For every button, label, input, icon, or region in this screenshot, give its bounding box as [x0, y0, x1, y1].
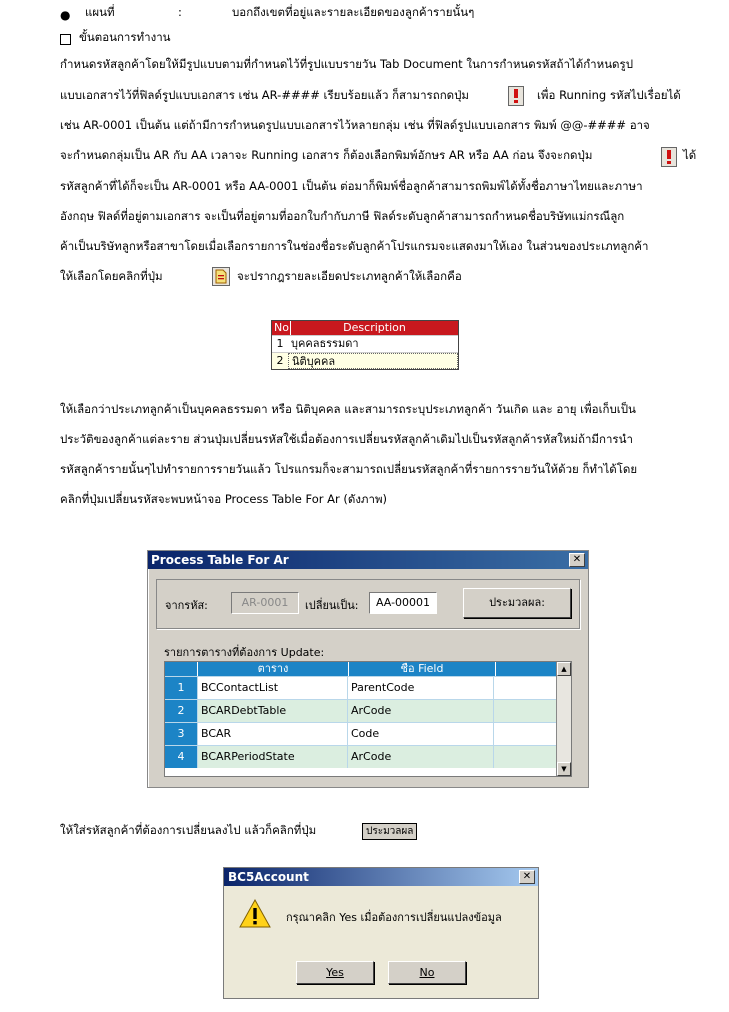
code-group-box [156, 579, 580, 629]
close-icon[interactable]: ✕ [569, 553, 585, 567]
document-button-icon [212, 267, 230, 286]
row-table-name: BCARPeriodState [197, 746, 347, 768]
instruction-text: ให้ใส่รหัสลูกค้าที่ต้องการเปลี่ยนลงไป แล้วก็คลิกที่ปุ่ม [60, 823, 317, 837]
bullet-text: บอกถึงเขตที่อยู่และรายละเอียดของลูกค้ารายนั้นๆ [232, 5, 475, 19]
para1-line4b: ได้ [683, 148, 697, 162]
no-button[interactable]: No [388, 961, 466, 984]
bullet-colon: : [178, 5, 182, 19]
row-field-name: ArCode [347, 746, 493, 768]
para1-line7: ค้าเป็นบริษัทลูกหรือสาขาโดยเมื่อเลือกรายการในช่องชื่อระดับลูกค้าโปรแกรมจะแสดงมาให้เอง ในส่วนของประเภทลูกค้า [60, 239, 649, 253]
confirm-message-box [223, 867, 539, 999]
row-table-name: BCContactList [197, 677, 347, 699]
customer-type-table [271, 320, 459, 370]
row-number: 2 [165, 700, 197, 722]
para1-line6: อังกฤษ ฟิลด์ที่อยู่ตามเอกสาร จะเป็นที่อยู่ตามที่ออกใบกำกับภาษี ฟิลด์ระดับลูกค้าสามารถกำหนดชื่อบริษัทแม่กรณีลูก [60, 209, 625, 223]
row-no: 2 [276, 354, 284, 367]
to-code-label: เปลี่ยนเป็น: [305, 599, 359, 612]
update-list-label: รายการตารางที่ต้องการ Update: [164, 646, 325, 659]
from-code-field: AR-0001 [231, 592, 299, 614]
warning-icon [238, 898, 272, 930]
customer-type-row[interactable] [272, 335, 458, 352]
para1-line8b: จะปรากฎรายละเอียดประเภทลูกค้าให้เลือกคือ [237, 269, 462, 283]
running-button-icon [661, 147, 677, 167]
message-title-bar [224, 868, 538, 886]
customer-type-header [272, 321, 458, 335]
table-row[interactable] [165, 699, 571, 722]
para1-line2a: แบบเอกสารไว้ที่ฟิลด์รูปแบบเอกสาร เช่น AR-#### เรียบร้อยแล้ว ก็สามารถกดปุ่ม [60, 88, 470, 102]
para1-line1: กำหนดรหัสลูกค้าโดยให้มีรูปแบบตามที่กำหนดไว้ที่รูปแบบรายวัน Tab Document ในการกำหนดรหัสถ้าได้กำหนดรูป [60, 57, 634, 71]
process-button-inline: ประมวลผล [362, 823, 417, 840]
section-title: ขั้นตอนการทำงาน [79, 30, 171, 44]
table-row[interactable] [165, 676, 571, 699]
row-field-name: ParentCode [347, 677, 493, 699]
row-no: 1 [276, 337, 284, 350]
process-button[interactable]: ประมวลผล: [463, 588, 571, 618]
row-number: 1 [165, 677, 197, 699]
row-table-name: BCARDebtTable [197, 700, 347, 722]
para1-line5: รหัสลูกค้าที่ได้ก็จะเป็น AR-0001 หรือ AA-0001 เป็นต้น ต่อมาก็พิมพ์ชื่อลูกค้าสามารถพิมพ์ได้ทั้งชื่อภาษาไทยและภาษา [60, 179, 643, 193]
yes-button[interactable]: Yes [296, 961, 374, 984]
update-table-grid [164, 661, 572, 777]
row-number: 3 [165, 723, 197, 745]
col-description-header: Description [343, 321, 406, 334]
para2-line4: คลิกที่ปุ่มเปลี่ยนรหัสจะพบหน้าจอ Process Table For Ar (ดังภาพ) [60, 492, 388, 506]
para1-line3: เช่น AR-0001 เป็นต้น แต่ถ้ามีการกำหนดรูปแบบเอกสารไว้หลายกลุ่ม เช่น ที่ฟิลด์รูปแบบเอกสาร พิมพ์ @@-#### อาจ [60, 118, 650, 132]
close-icon[interactable]: ✕ [519, 870, 535, 884]
para2-line2: ประวัติของลูกค้าแต่ละราย ส่วนปุ่มเปลี่ยนรหัสใช้เมื่อต้องการเปลี่ยนรหัสลูกค้าเดิมไปเป็นรหัสลูกค้ารหัสใหม่ถ้ามีการนำ [60, 432, 633, 446]
table-row[interactable] [165, 722, 571, 745]
row-description: นิติบุคคล [288, 353, 458, 369]
running-button-icon [508, 86, 524, 106]
dialog-title-bar [148, 551, 588, 569]
row-field-name: ArCode [347, 700, 493, 722]
para1-line2b: เพื่อ Running รหัสไปเรื่อยได้ [537, 88, 681, 102]
para1-line4a: จะกำหนดกลุ่มเป็น AR กับ AA เวลาจะ Running เอกสาร ก็ต้องเลือกพิมพ์อักษร AR หรือ AA ก่อน จึงจะกดปุ่ม [60, 148, 593, 162]
scroll-down-icon[interactable]: ▼ [557, 762, 571, 776]
row-field-name: Code [347, 723, 493, 745]
para2-line3: รหัสลูกค้ารายนั้นๆไปทำรายการรายวันแล้ว โปรแกรมก็จะสามารถเปลี่ยนรหัสลูกค้าที่รายการรายวันให้ด้วย ก็ทำได้โดย [60, 462, 638, 476]
row-table-name: BCAR [197, 723, 347, 745]
vertical-scrollbar[interactable] [556, 662, 571, 776]
grid-header [165, 662, 571, 676]
row-number: 4 [165, 746, 197, 768]
grid-col-field: ชื่อ Field [348, 662, 495, 676]
para2-line1: ให้เลือกว่าประเภทลูกค้าเป็นบุคคลธรรมดา หรือ นิติบุคคล และสามารถระบุประเภทลูกค้า วันเกิด และ อายุ เพื่อเก็บเป็น [60, 402, 636, 416]
process-table-dialog [147, 550, 589, 788]
col-no-header: No [272, 321, 291, 335]
message-text: กรุณาคลิก Yes เมื่อต้องการเปลี่ยนแปลงข้อมูล [286, 911, 502, 924]
grid-col-table: ตาราง [197, 662, 348, 676]
to-code-input[interactable]: AA-00001 [369, 592, 437, 614]
row-description: บุคคลธรรมดา [291, 337, 359, 350]
bullet-label: แผนที่ [85, 5, 115, 19]
customer-type-row[interactable] [272, 352, 458, 369]
scroll-up-icon[interactable]: ▲ [557, 662, 571, 676]
bullet-dot: ● [60, 8, 71, 22]
from-code-label: จากรหัส: [165, 599, 208, 612]
message-title: BC5Account [228, 870, 309, 884]
table-row[interactable] [165, 745, 571, 768]
dialog-title: Process Table For Ar [151, 553, 289, 567]
checkbox-bullet-icon [60, 34, 71, 45]
para1-line8a: ให้เลือกโดยคลิกที่ปุ่ม [60, 269, 163, 283]
